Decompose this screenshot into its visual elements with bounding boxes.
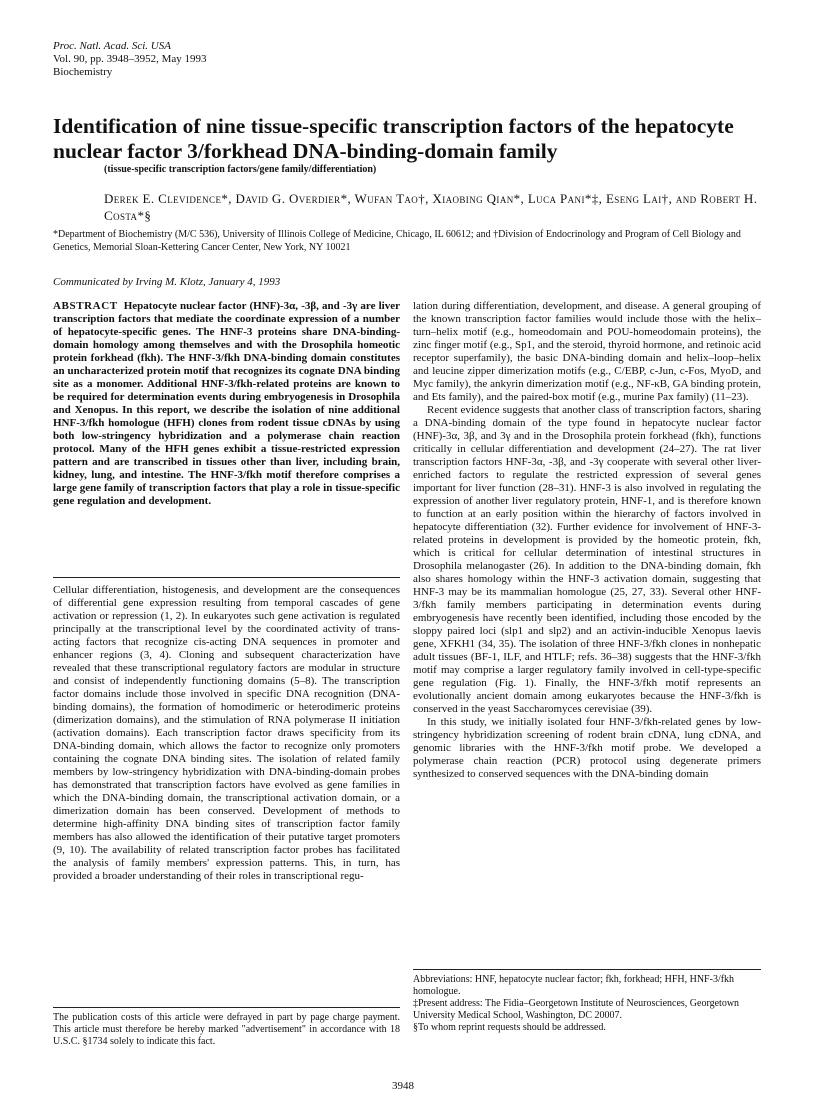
journal-header [53,40,207,79]
present-address-note: ‡Present address: The Fidia–Georgetown Institute of Neurosciences, Georgetown University Medical School, Washington, DC 20007. [413,998,740,1021]
body-paragraph-3: In this study, we initially isolated four HNF-3/fkh-related genes by low-stringency hybridization screening of rodent brain cDNA, lung cDNA, and genomic libraries with the HNF-3/fkh motif probe. We developed a polymerase chain reaction (PCR) protocol using degenerate primers synthesized to conserved sequences with the DNA-binding domain [413,716,761,780]
abstract-divider [53,577,400,578]
abstract-label: ABSTRACT [53,300,118,312]
body-paragraph-2: Recent evidence suggests that another class of transcription factors, sharing a DNA-binding domain of the type found in hepatocyte nuclear factor (HNF)-3α, 3β, and 3γ and in the Drosophila protein forkhead (fkh), functions critically in cellular differentiation and development (24–27). The rat liver transcription factors HNF-3α, -3β, and -3γ cooperate with several other liver-enriched factors to regulate the restricted expression of several genes important for liver function (28–31). HNF-3 is also involved in regulating the expression of another liver regulatory protein, HNF-1, and is therefore known to function at an early position within the hierarchy of factors involved in hepatocyte differentiation (32). Further evidence for involvement of HNF-3-related proteins in development is provided by the homeotic protein, fkh, which is critical for cellular determination of intestinal structures in Drosophila melanogaster (26). In addition to the DNA-binding domain, fkh also shares homology within the HNF-3 activation domain, suggesting that HNF-3 may be its mammalian homologue (25, 27, 33). Several other HNF-3/fkh family members participating in determination events during embryogenesis have recently been identified, including those encoded by the sloppy paired loci (slp1 and slp2) and an activin-inducible Xenopus laevis gene, XFKH1 (34, 35). The isolation of three HNF-3/fkh clones in nonhepatic adult tissues (BF-1, ILF, and HTLF; refs. 36–38) suggests that the HNF-3/fkh motif may comprise a larger regulatory family involved in cell-type-specific gene regulation (Fig. 1). Finally, the HNF-3/fkh motif represents an evolutionally ancient domain among eukaryotes because the HNF-3/fkh is conserved in the yeast Saccharomyces cerevisiae (39). [413,404,761,715]
journal-name: Proc. Natl. Acad. Sci. USA [53,40,171,52]
abstract [53,300,400,508]
cost-divider [53,1007,400,1008]
introduction-text: Cellular differentiation, histogenesis, and development are the consequences of differential gene expression resulting from temporal cascades of gene activation or repression (1, 2). In eukaryotes such gene activation is regulated principally at the transcriptional level by the coordinated activity of trans-acting factors that recognize cis-acting DNA sequences in promoter and enhancer regions (3, 4). Cloning and subsequent characterization have revealed that these transcriptional regulatory factors are modular in structure and consist of independently functioning domains (5–8). The transcription factor domains include those involved in specific DNA recognition (DNA-binding domains), the formation of homodimeric or heterodimeric proteins (dimerization domains), and the stimulation of RNA polymerase II initiation (activation domains). Each transcription factor draws specificity from its DNA-binding domain, which allows the factor to recognize only promoters containing the cognate DNA binding sites. The isolation of related family members by low-stringency hybridization with DNA-binding-domain probes has demonstrated that transcription factors have evolved as gene families in which the DNA-binding domain, the transcriptional activation domain, or a dimerization domain has been conserved. Development of methods to determine high-affinity DNA binding sites of transcription factor family members has also allowed the identification of their putative target promoters (9, 10). The availability of related transcription factor probes has facilitated the analysis of family members' expression patterns. This, in turn, has provided a broader understanding of their roles in transcriptional regu- [53,584,400,882]
publication-costs-note: The publication costs of this article were defrayed in part by page charge payment. This article must therefore be hereby marked "advertisement" in accordance with 18 U.S.C. §1734 solely to indicate this fact. [53,1012,400,1047]
right-column [413,300,761,781]
footnote-divider [413,969,761,970]
author-list: Derek E. Clevidence*, David G. Overdier*, Wufan Tao†, Xiaobing Qian*, Luca Pani*‡, Eseng Lai†, and Robert H. Costa*§ [104,191,758,223]
reprints-note: §To whom reprint requests should be addressed. [413,1022,606,1033]
body-paragraph-1: lation during differentiation, development, and disease. A general grouping of the known transcription factor families would include those with the helix–turn–helix motif (e.g., homeodomain and POU-homeodomain proteins), the zinc finger motif (e.g., Sp1, and the steroid, thyroid hormone, and retinoic acid receptor superfamily), the basic DNA-binding domain and helix–loop–helix and leucine zipper dimerization motifs (e.g., C/EBP, c-Jun, c-Fos, MyoD, and Myc family), the ankyrin dimerization motif (e.g., NF-κB, GA binding protein, and Ets family), and the paired-box motif (e.g., murine Pax family) (11–23). [413,300,761,403]
affiliations: *Department of Biochemistry (M/C 536), University of Illinois College of Medicine, Chicago, IL 60612; and †Division of Endocrinology and Program of Cell Biology and Genetics, Memorial Sloan-Kettering Cancer Center, New York, NY 10021 [53,229,741,253]
article-title: Identification of nine tissue-specific transcription factors of the hepatocyte nuclear factor 3/forkhead DNA-binding-domain family [53,114,734,163]
communicated-by: Communicated by Irving M. Klotz, January 4, 1993 [53,276,281,288]
page-number: 3948 [392,1080,414,1092]
abstract-text: Hepatocyte nuclear factor (HNF)-3α, -3β, and -3γ are liver transcription factors that mediate the coordinate expression of a number of hepatocyte-specific genes. The HNF-3 proteins share DNA-binding-domain homology among themselves and with the Drosophila homeotic protein forkhead (fkh). The HNF-3/fkh DNA-binding domain constitutes an uncharacterized protein motif that recognizes its cognate DNA binding site as a monomer. Additional HNF-3/fkh-related proteins are known to be required for determination events during embryogenesis in Drosophila and Xenopus. In this report, we describe the isolation of nine additional HNF-3/fkh homologue (HFH) clones from rodent tissue cDNAs by using both low-stringency hybridization and a polymerase chain reaction protocol. Many of the HFH genes exhibit a tissue-restricted expression pattern and are transcribed in tissues other than liver, including brain, kidney, lung, and intestine. The HNF-3/fkh motif therefore comprises a large gene family of transcription factors that play a role in tissue-specific gene regulation and development. [53,300,400,507]
keywords: (tissue-specific transcription factors/gene family/differentiation) [104,164,377,175]
left-column [53,300,400,508]
footnotes [413,974,761,1034]
volume-line: Vol. 90, pp. 3948–3952, May 1993 [53,53,207,65]
abbreviations-note: Abbreviations: HNF, hepatocyte nuclear factor; fkh, forkhead; HFH, HNF-3/fkh homologue. [413,974,735,997]
section-name: Biochemistry [53,66,113,78]
